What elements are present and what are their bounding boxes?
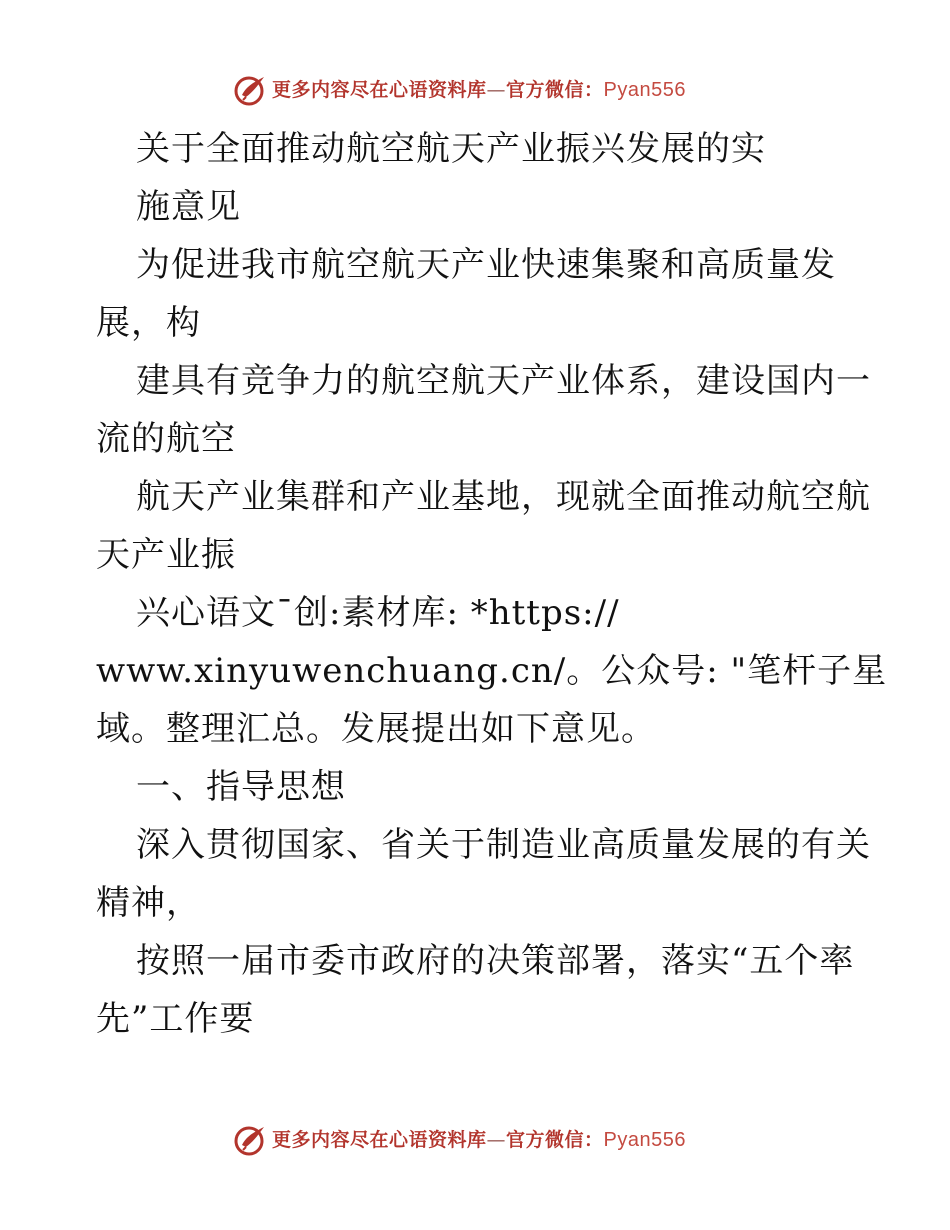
paragraph-line: 天产业振 [96,535,236,575]
paragraph-line: 域。整理汇总。发展提出如下意见。 [96,709,656,749]
paragraph-line: 按照一届市委市政府的决策部署，落实“五个率 [136,941,855,981]
paragraph-line: 兴心语文¯创:素材库: *https:// [136,593,620,633]
paragraph-line: 为促进我市航空航天产业快速集聚和高质量发 [136,245,836,285]
doc-title-line-2: 施意见 [136,187,241,227]
paragraph-line: 深入贯彻国家、省关于制造业高质量发展的有关 [136,825,871,865]
paragraph-line: 流的航空 [96,419,236,459]
paragraph-line: 建具有竞争力的航空航天产业体系，建设国内一 [136,361,871,401]
paragraph-line: 精神， [96,883,201,923]
paragraph-line: 先”工作要 [96,999,255,1039]
paragraph-line: 航天产业集群和产业基地，现就全面推动航空航 [136,477,871,517]
pen-logo-icon [234,1123,268,1157]
paragraph-line: www.xinyuwenchuang.cn/。公众号: "笔杆子星 [96,651,888,691]
watermark-text: 更多内容尽在心语资料库—官方微信：Pyan556 [272,79,686,101]
doc-title-line-1: 关于全面推动航空航天产业振兴发展的实 [136,129,766,169]
section-heading: 一、指导思想 [136,767,346,807]
watermark-text: 更多内容尽在心语资料库—官方微信：Pyan556 [272,1129,686,1151]
pen-logo-icon [234,73,268,107]
paragraph-line: 展，构 [96,303,201,343]
watermark-banner-top [0,70,950,110]
watermark-banner-bottom [0,1120,950,1160]
